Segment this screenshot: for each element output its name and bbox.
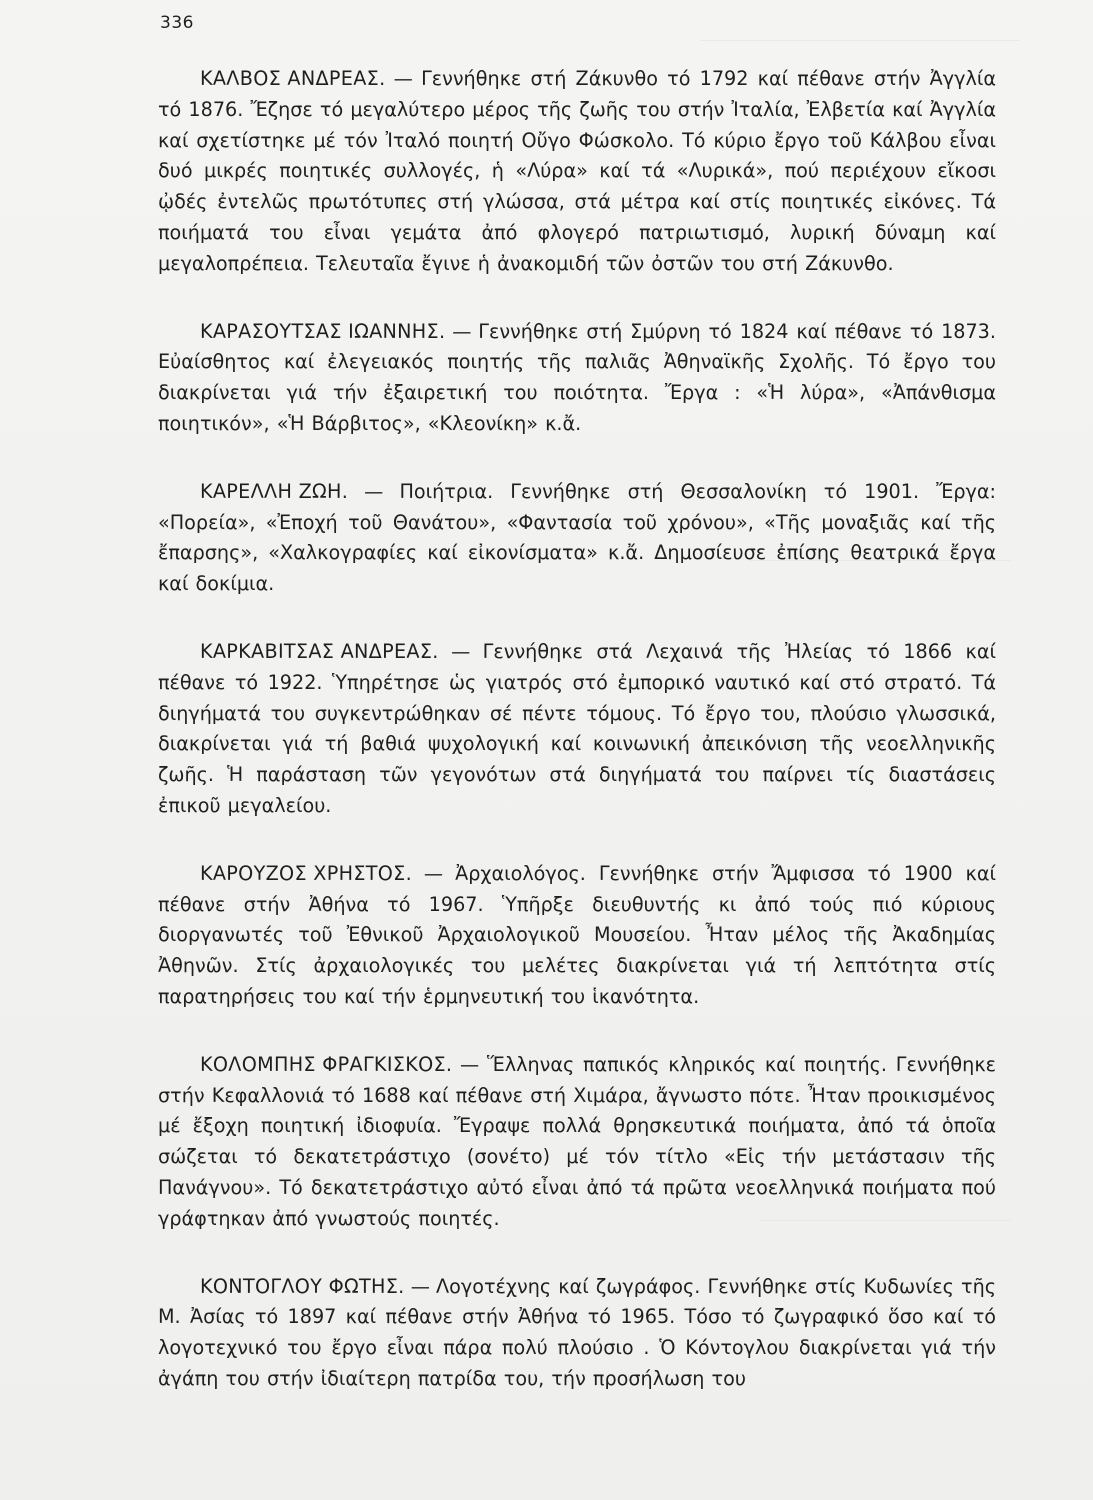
entry-karouzos	[158, 859, 996, 1013]
entry-title: ΚΑΡΟΥΖΟΣ ΧΡΗΣΤΟΣ.	[200, 861, 412, 885]
entry-kolompis	[158, 1050, 996, 1235]
entry-title: ΚΑΛΒΟΣ ΑΝΔΡΕΑΣ.	[200, 67, 386, 90]
entry-separator: —	[438, 639, 483, 663]
entry-text: Γεννήθηκε στή Σμύρνη τό 1824 καί πέθανε τό 1873. Εὐαίσθητος καί ἐλεγειακός ποιητής τῆς παλιᾶς Ἀθηναϊκῆς Σχολῆς. Τό ἔργο του διακρίνεται γιά τήν ἐξαιρετική του ποιότητα. Ἔργα : «Ἡ λύρα», «Ἀπάνθισμα ποιητικόν», «Ἡ Βάρβιτος», «Κλεονίκη» κ.ἄ.	[158, 319, 996, 435]
entry-separator: —	[385, 67, 422, 90]
entry-karkavitsas	[158, 637, 996, 822]
entry-separator: —	[411, 861, 456, 885]
entry-separator: —	[445, 319, 479, 343]
entry-text: Ἕλληνας παπικός κληρικός καί ποιητής. Γεννήθηκε στήν Κεφαλλονιά τό 1688 καί πέθανε στή Χιμάρα, ἄγνωστο πότε. Ἦταν προικισμένος μέ ἔξοχη ποιητική ἰδιοφυία. Ἔγραψε πολλά θρησκευτικά ποιήματα, ἀπό τά ὁποῖα σώζεται τό δεκατετράστιχο (σονέτο) μέ τόν τίτλο «Εἰς τήν μετάστασιν τῆς Πανάγνου». Τό δεκατετράστιχο αὐτό εἶναι ἀπό τά πρῶτα νεοελληνικά ποιήματα πού γράφτηκαν ἀπό γνωστούς ποιητές.	[158, 1052, 996, 1230]
entry-kalvos	[158, 64, 996, 280]
entry-title: ΚΑΡΚΑΒΙΤΣΑΣ ΑΝΔΡΕΑΣ.	[200, 639, 439, 663]
entry-title: ΚΑΡΑΣΟΥΤΣΑΣ ΙΩΑΝΝΗΣ.	[200, 319, 446, 343]
entry-karasoutsas	[158, 317, 996, 440]
show-through-line	[700, 40, 1020, 41]
entry-list	[158, 64, 996, 1395]
entry-title: ΚΟΛΟΜΠΗΣ ΦΡΑΓΚΙΣΚΟΣ.	[200, 1052, 453, 1076]
entry-text: Ἀρχαιολόγος. Γεννήθηκε στήν Ἄμφισσα τό 1900 καί πέθανε στήν Ἀθήνα τό 1967. Ὑπῆρξε διευθυντής κι ἀπό τούς πιό κύριους διοργανωτές τοῦ Ἐθνικοῦ Ἀρχαιολογικοῦ Μουσείου. Ἦταν μέλος τῆς Ἀκαδημίας Ἀθηνῶν. Στίς ἀρχαιολογικές του μελέτες διακρίνεται γιά τή λεπτότητα στίς παρατηρήσεις του καί τήν ἑρμηνευτική του ἱκανότητα.	[158, 861, 996, 1008]
page-number: 336	[160, 13, 194, 33]
entry-text: Ποιήτρια. Γεννήθηκε στή Θεσσαλονίκη τό 1901. Ἔργα: «Πορεία», «Ἐποχή τοῦ Θανάτου», «Φαντασία τοῦ χρόνου», «Τῆς μοναξιᾶς καί τῆς ἔπαρσης», «Χαλκογραφίες καί εἰκονίσματα» κ.ἄ. Δημοσίευσε ἐπίσης θεατρικά ἔργα καί δοκίμια.	[158, 479, 997, 596]
entry-separator: —	[452, 1052, 487, 1076]
entry-separator: —	[348, 479, 400, 503]
entry-text: Λογοτέχνης καί ζωγράφος. Γεννήθηκε στίς Κυδωνίες τῆς Μ. Ἀσίας τό 1897 καί πέθανε στήν Ἀθήνα τό 1965. Τόσο τό ζωγραφικό ὅσο καί τό λογοτεχνικό του ἔργο εἶναι πάρα πολύ πλούσιο . Ὁ Κόντογλου διακρίνεται γιά τήν ἀγάπη του στήν ἰδιαίτερη πατρίδα του, τήν προσήλωση του	[158, 1274, 996, 1390]
entry-text: Γεννήθηκε στή Ζάκυνθο τό 1792 καί πέθανε στήν Ἀγγλία τό 1876. Ἔζησε τό μεγαλύτερο μέρος τῆς ζωῆς του στήν Ἰταλία, Ἐλβετία καί Ἀγγλία καί σχετίστηκε μέ τόν Ἰταλό ποιητή Οὔγο Φώσκολο. Τό κύριο ἔργο τοῦ Κάλβου εἶναι δυό μικρές ποιητικές συλλογές, ἡ «Λύρα» καί τά «Λυρικά», πού περιέχουν εἴκοσι ᾠδές ἐντελῶς πρωτότυπες στή γλώσσα, στά μέτρα καί στίς ποιητικές εἰκόνες. Τά ποιήματά του εἶναι γεμάτα ἀπό φλογερό πατριωτισμό, λυρική δύναμη καί μεγαλοπρέπεια. Τελευταῖα ἔγινε ἡ ἀνακομιδή τῶν ὀστῶν του στή Ζάκυνθο.	[158, 67, 996, 275]
entry-title: ΚΟΝΤΟΓΛΟΥ ΦΩΤΗΣ.	[200, 1274, 405, 1298]
entry-kontoglou	[158, 1272, 996, 1395]
entry-karelli	[158, 477, 996, 600]
entry-separator: —	[404, 1274, 437, 1298]
entry-text: Γεννήθηκε στά Λεχαινά τῆς Ἠλείας τό 1866 καί πέθανε τό 1922. Ὑπηρέτησε ὡς γιατρός στό ἐμπορικό ναυτικό καί στό στρατό. Τά διηγήματά του συγκεντρώθηκαν σέ πέντε τόμους. Τό ἔργο του, πλούσιο γλωσσικά, διακρίνεται γιά τή βαθιά ψυχολογική καί κοινωνική ἀπεικόνιση τῆς νεοελληνικῆς ζωῆς. Ἡ παράσταση τῶν γεγονότων στά διηγήματά του παίρνει τίς διαστάσεις ἐπικοῦ μεγαλείου.	[158, 639, 996, 817]
entry-title: ΚΑΡΕΛΛΗ ΖΩΗ.	[200, 479, 349, 503]
